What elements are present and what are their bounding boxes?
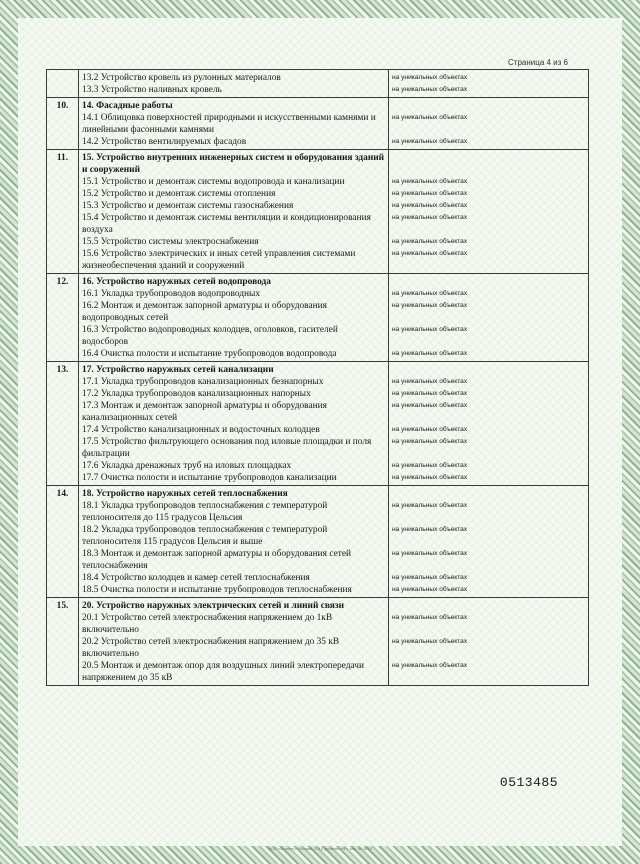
condition-note: на уникальных объектах bbox=[392, 462, 468, 469]
work-item: 18.2 Укладка трубопроводов теплоснабжения с температурой теплоносителя 115 градусов Цельсия и выше bbox=[82, 525, 328, 547]
condition-note: на уникальных объектах bbox=[392, 74, 468, 81]
work-item: 15.2 Устройство и демонтаж системы отопления bbox=[82, 189, 276, 199]
work-item: 18.1 Укладка трубопроводов теплоснабжения с температурой теплоносителя до 115 градусов Цельсия bbox=[82, 501, 328, 523]
condition-note: на уникальных объектах bbox=[392, 302, 468, 309]
page-number: Страница 4 из 6 bbox=[508, 58, 568, 67]
work-item: 13.2 Устройство кровель из рулонных материалов bbox=[82, 73, 281, 83]
condition-note: на уникальных объектах bbox=[392, 202, 468, 209]
section-row bbox=[47, 70, 589, 98]
work-item: 18.5 Очистка полости и испытание трубопроводов теплоснабжения bbox=[82, 585, 352, 595]
serial-number: 0513485 bbox=[499, 775, 558, 790]
work-item: 16.1 Укладка трубопроводов водопроводных bbox=[82, 289, 261, 299]
condition-note: на уникальных объектах bbox=[392, 426, 468, 433]
condition-note: на уникальных объектах bbox=[392, 250, 468, 257]
section-number: 14. bbox=[47, 486, 79, 598]
condition-cell bbox=[389, 150, 589, 274]
condition-note: на уникальных объектах bbox=[392, 238, 468, 245]
work-item: 20.5 Монтаж и демонтаж опор для воздушных линий электропередачи напряжением до 35 кВ bbox=[82, 661, 364, 683]
condition-note: на уникальных объектах bbox=[392, 474, 468, 481]
section-number bbox=[47, 70, 79, 98]
section-row bbox=[47, 150, 589, 274]
condition-cell bbox=[389, 70, 589, 98]
condition-note: на уникальных объектах bbox=[392, 378, 468, 385]
condition-cell bbox=[389, 98, 589, 150]
section-row bbox=[47, 274, 589, 362]
condition-note: на уникальных объектах bbox=[392, 502, 468, 509]
condition-note: на уникальных объектах bbox=[392, 86, 468, 93]
condition-note: на уникальных объектах bbox=[392, 614, 468, 621]
work-item: 16.2 Монтаж и демонтаж запорной арматуры и оборудования водопроводных сетей bbox=[82, 301, 327, 323]
work-item: 20.1 Устройство сетей электроснабжения напряжением до 1кВ включительно bbox=[82, 613, 333, 635]
section-title: 14. Фасадные работы bbox=[82, 101, 173, 111]
condition-note: на уникальных объектах bbox=[392, 190, 468, 197]
condition-note: на уникальных объектах bbox=[392, 326, 468, 333]
works-table-body bbox=[47, 70, 589, 686]
work-item: 14.2 Устройство вентилируемых фасадов bbox=[82, 137, 247, 147]
condition-note: на уникальных объектах bbox=[392, 402, 468, 409]
printer-footer: ООО «Бланк» г. Москва, 2010 уровень «В», зак. № 1074 bbox=[268, 846, 372, 851]
condition-note: на уникальных объектах bbox=[392, 586, 468, 593]
condition-cell bbox=[389, 598, 589, 686]
condition-cell bbox=[389, 274, 589, 362]
work-item: 17.1 Укладка трубопроводов канализационных безнапорных bbox=[82, 377, 324, 387]
work-item: 16.3 Устройство водопроводных колодцев, оголовков, гасителей водосборов bbox=[82, 325, 338, 347]
condition-note: на уникальных объектах bbox=[392, 526, 468, 533]
work-item: 15.5 Устройство системы электроснабжения bbox=[82, 237, 259, 247]
work-item: 15.1 Устройство и демонтаж системы водопровода и канализации bbox=[82, 177, 345, 187]
work-list-cell bbox=[79, 98, 389, 150]
work-item: 17.5 Устройство фильтрующего основания под иловые площадки и поля фильтрации bbox=[82, 437, 372, 459]
section-title: 17. Устройство наружных сетей канализации bbox=[82, 365, 274, 375]
section-title: 15. Устройство внутренних инженерных систем и оборудования зданий и сооружений bbox=[82, 153, 385, 175]
condition-note: на уникальных объектах bbox=[392, 438, 468, 445]
work-item: 17.7 Очистка полости и испытание трубопроводов канализации bbox=[82, 473, 337, 483]
condition-note: на уникальных объектах bbox=[392, 290, 468, 297]
condition-note: на уникальных объектах bbox=[392, 638, 468, 645]
work-list-cell bbox=[79, 362, 389, 486]
works-table bbox=[46, 69, 589, 686]
section-number: 10. bbox=[47, 98, 79, 150]
section-row bbox=[47, 486, 589, 598]
condition-note: на уникальных объектах bbox=[392, 350, 468, 357]
condition-note: на уникальных объектах bbox=[392, 178, 468, 185]
work-item: 13.3 Устройство наливных кровель bbox=[82, 85, 222, 95]
section-title: 16. Устройство наружных сетей водопровода bbox=[82, 277, 271, 287]
section-number: 15. bbox=[47, 598, 79, 686]
work-item: 15.4 Устройство и демонтаж системы вентиляции и кондиционирования воздуха bbox=[82, 213, 371, 235]
section-row bbox=[47, 98, 589, 150]
section-title: 20. Устройство наружных электрических сетей и линий связи bbox=[82, 601, 345, 611]
section-number: 12. bbox=[47, 274, 79, 362]
condition-cell bbox=[389, 362, 589, 486]
work-item: 18.3 Монтаж и демонтаж запорной арматуры и оборудования сетей теплоснабжения bbox=[82, 549, 352, 571]
work-item: 15.3 Устройство и демонтаж системы газоснабжения bbox=[82, 201, 294, 211]
condition-note: на уникальных объектах bbox=[392, 138, 468, 145]
condition-note: на уникальных объектах bbox=[392, 574, 468, 581]
work-list-cell bbox=[79, 486, 389, 598]
section-title: 18. Устройство наружных сетей теплоснабжения bbox=[82, 489, 288, 499]
condition-cell bbox=[389, 486, 589, 598]
work-list-cell bbox=[79, 598, 389, 686]
work-item: 17.4 Устройство канализационных и водосточных колодцев bbox=[82, 425, 320, 435]
section-number: 11. bbox=[47, 150, 79, 274]
work-item: 17.3 Монтаж и демонтаж запорной арматуры и оборудования канализационных сетей bbox=[82, 401, 327, 423]
work-item: 18.4 Устройство колодцев и камер сетей теплоснабжения bbox=[82, 573, 310, 583]
section-number: 13. bbox=[47, 362, 79, 486]
condition-note: на уникальных объектах bbox=[392, 390, 468, 397]
section-row bbox=[47, 362, 589, 486]
condition-note: на уникальных объектах bbox=[392, 662, 468, 669]
work-list-cell bbox=[79, 274, 389, 362]
condition-note: на уникальных объектах bbox=[392, 114, 468, 121]
work-item: 15.6 Устройство электрических и иных сетей управления системами жизнеобеспечения зданий и сооружений bbox=[82, 249, 356, 271]
work-list-cell bbox=[79, 150, 389, 274]
condition-note: на уникальных объектах bbox=[392, 550, 468, 557]
work-item: 17.2 Укладка трубопроводов канализационных напорных bbox=[82, 389, 311, 399]
work-item: 20.2 Устройство сетей электроснабжения напряжением до 35 кВ включительно bbox=[82, 637, 340, 659]
work-item: 17.6 Укладка дренажных труб на иловых площадках bbox=[82, 461, 292, 471]
section-row bbox=[47, 598, 589, 686]
work-list-cell bbox=[79, 70, 389, 98]
work-item: 14.1 Облицовка поверхностей природными и искусственными камнями и линейными фасонными камнями bbox=[82, 113, 376, 135]
condition-note: на уникальных объектах bbox=[392, 214, 468, 221]
work-item: 16.4 Очистка полости и испытание трубопроводов водопровода bbox=[82, 349, 337, 359]
